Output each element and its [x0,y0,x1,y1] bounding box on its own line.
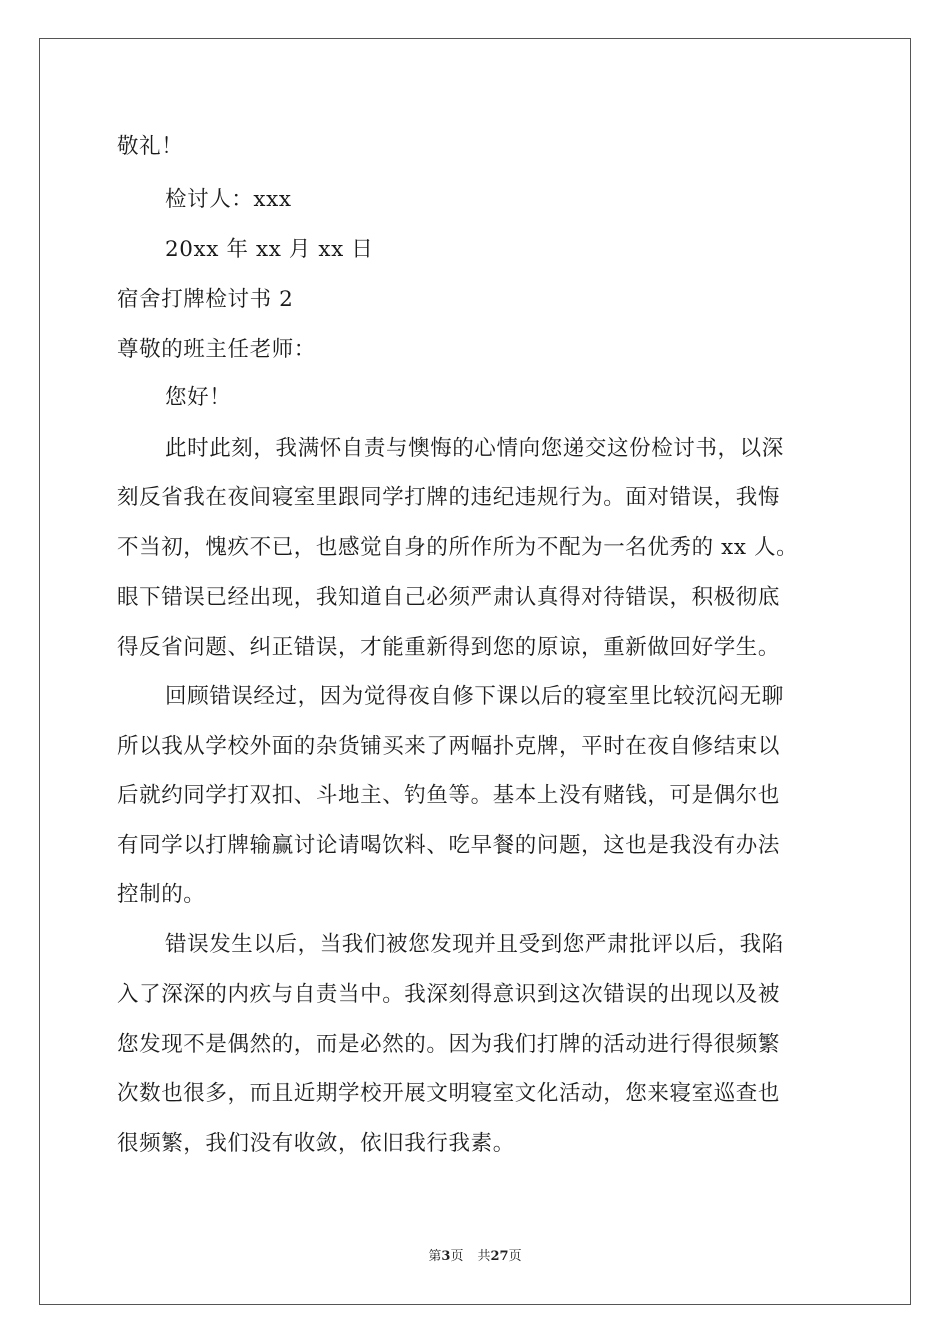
closing-salute: 敬礼！ [117,134,184,159]
paragraph-line: 您发现不是偶然的，而是必然的。因为我们打牌的活动进行得很频繁 [117,1032,781,1057]
salutation: 尊敬的班主任老师： [117,337,316,362]
paragraph-line: 后就约同学打双扣、斗地主、钓鱼等。基本上没有赌钱，可是偶尔也 [117,783,781,808]
paragraph-line: 次数也很多，而且近期学校开展文明寝室文化活动，您来寝室巡查也 [117,1081,781,1106]
paragraph-line: 此时此刻，我满怀自责与懊悔的心情向您递交这份检讨书，以深 [165,436,784,461]
section-title: 宿舍打牌检讨书 2 [117,287,294,312]
signature-line: 检讨人：xxx [165,187,292,212]
date-line: 20xx 年 xx 月 xx 日 [165,237,374,262]
total-suffix: 页 [508,1249,522,1264]
page-prefix: 第 [428,1249,442,1264]
total-pages: 27 [490,1249,509,1264]
paragraph-line: 很频繁，我们没有收敛，依旧我行我素。 [117,1131,515,1156]
paragraph-line: 不当初，愧疚不已，也感觉自身的所作所为不配为一名优秀的 xx 人。 [117,535,799,560]
paragraph-line: 有同学以打牌输赢讨论请喝饮料、吃早餐的问题，这也是我没有办法 [117,833,781,858]
paragraph-line: 所以我从学校外面的杂货铺买来了两幅扑克牌，平时在夜自修结束以 [117,734,781,759]
paragraph-line: 控制的。 [117,882,206,907]
paragraph-line: 错误发生以后，当我们被您发现并且受到您严肃批评以后，我陷 [165,932,784,957]
paragraph-line: 入了深深的内疚与自责当中。我深刻得意识到这次错误的出现以及被 [117,982,781,1007]
paragraph-line: 眼下错误已经出现，我知道自己必须严肃认真得对待错误，积极彻底 [117,585,781,610]
page-footer [0,1248,950,1266]
paragraph-line: 得反省问题、纠正错误，才能重新得到您的原谅，重新做回好学生。 [117,635,781,660]
greeting: 您好！ [165,385,232,410]
paragraph-line: 刻反省我在夜间寝室里跟同学打牌的违纪违规行为。面对错误，我悔 [117,485,781,510]
paragraph-line: 回顾错误经过，因为觉得夜自修下课以后的寝室里比较沉闷无聊 [165,684,784,709]
page-border [39,38,911,1305]
page-suffix: 页 [450,1249,464,1264]
total-prefix: 共 [477,1249,491,1264]
page-number: 3 [441,1249,451,1264]
